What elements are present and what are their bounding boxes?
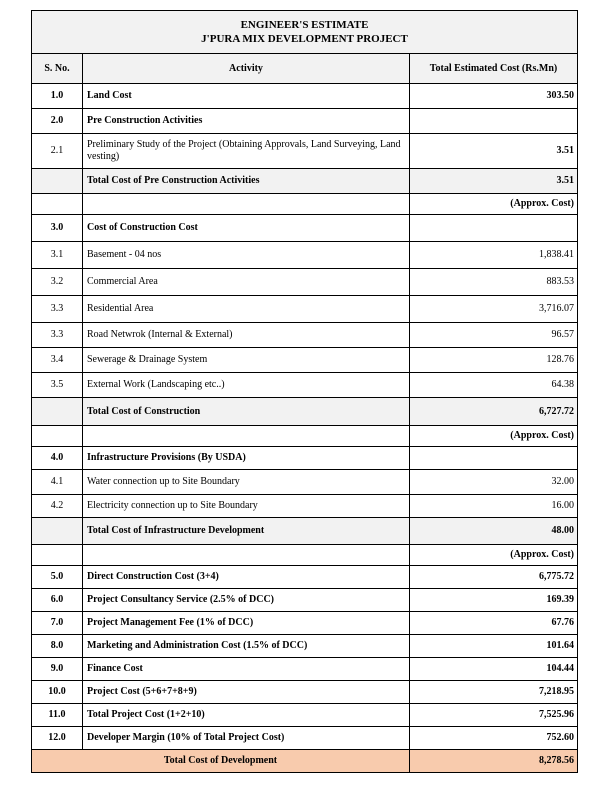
sno-cell [32,398,83,426]
activity-cell: Project Cost (5+6+7+8+9) [83,681,410,704]
sno-cell: 4.0 [32,447,83,470]
activity-cell: Road Netwrok (Internal & External) [83,323,410,348]
sno-cell: 3.3 [32,323,83,348]
table-row [32,169,578,194]
activity-cell: Infrastructure Provisions (By USDA) [83,447,410,470]
total-cost: 8,278.56 [410,750,578,773]
activity-cell: Total Cost of Infrastructure Development [83,518,410,545]
sno-cell: 3.2 [32,269,83,296]
table-row [32,109,578,134]
cost-cell: 752.60 [410,727,578,750]
sno-cell: 3.3 [32,296,83,323]
cost-cell: (Approx. Cost) [410,545,578,566]
sno-cell [32,169,83,194]
sno-cell: 12.0 [32,727,83,750]
activity-cell: Basement - 04 nos [83,242,410,269]
table-row [32,470,578,495]
cost-cell [410,215,578,242]
activity-cell: Developer Margin (10% of Total Project Cost) [83,727,410,750]
activity-cell: Project Consultancy Service (2.5% of DCC) [83,589,410,612]
table-row [32,194,578,215]
cost-cell: 1,838.41 [410,242,578,269]
estimate-table [31,10,578,773]
sno-cell: 10.0 [32,681,83,704]
sno-cell: 3.0 [32,215,83,242]
total-label: Total Cost of Development [32,750,410,773]
activity-cell: Direct Construction Cost (3+4) [83,566,410,589]
cost-cell: 7,218.95 [410,681,578,704]
sno-cell: 3.5 [32,373,83,398]
cost-cell: 16.00 [410,495,578,518]
activity-cell: Water connection up to Site Boundary [83,470,410,495]
cost-cell: 169.39 [410,589,578,612]
cost-cell: 101.64 [410,635,578,658]
sno-cell: 1.0 [32,84,83,109]
activity-cell: Residential Area [83,296,410,323]
sno-cell [32,545,83,566]
sno-cell: 2.0 [32,109,83,134]
table-row [32,635,578,658]
table-row [32,134,578,169]
estimate-sheet [31,10,577,773]
column-header-sno: S. No. [32,54,83,84]
cost-cell: 3,716.07 [410,296,578,323]
activity-cell: Finance Cost [83,658,410,681]
table-row [32,681,578,704]
cost-cell: 128.76 [410,348,578,373]
table-row [32,296,578,323]
column-header-activity: Activity [83,54,410,84]
sno-cell: 2.1 [32,134,83,169]
table-row [32,84,578,109]
activity-cell: Sewerage & Drainage System [83,348,410,373]
table-row [32,323,578,348]
cost-cell: 303.50 [410,84,578,109]
activity-cell [83,545,410,566]
cost-cell: 3.51 [410,134,578,169]
sno-cell [32,426,83,447]
cost-cell: (Approx. Cost) [410,194,578,215]
activity-cell: Commercial Area [83,269,410,296]
table-row [32,704,578,727]
activity-cell [83,426,410,447]
table-row [32,518,578,545]
table-row [32,612,578,635]
cost-cell: 6,775.72 [410,566,578,589]
cost-cell: 67.76 [410,612,578,635]
table-row [32,398,578,426]
activity-cell: External Work (Landscaping etc..) [83,373,410,398]
activity-cell: Pre Construction Activities [83,109,410,134]
cost-cell: 104.44 [410,658,578,681]
cost-cell: 883.53 [410,269,578,296]
table-row [32,215,578,242]
cost-cell: 32.00 [410,470,578,495]
table-row [32,348,578,373]
activity-cell: Cost of Construction Cost [83,215,410,242]
cost-cell: 64.38 [410,373,578,398]
cost-cell: 48.00 [410,518,578,545]
sno-cell: 6.0 [32,589,83,612]
table-row [32,589,578,612]
cost-cell: 7,525.96 [410,704,578,727]
table-row [32,242,578,269]
sno-cell: 7.0 [32,612,83,635]
table-title [32,11,578,54]
activity-cell: Project Management Fee (1% of DCC) [83,612,410,635]
cost-cell: 3.51 [410,169,578,194]
sno-cell [32,194,83,215]
cost-cell: 6,727.72 [410,398,578,426]
table-row [32,373,578,398]
cost-cell: 96.57 [410,323,578,348]
sno-cell: 8.0 [32,635,83,658]
table-row [32,545,578,566]
sno-cell [32,518,83,545]
column-header-cost: Total Estimated Cost (Rs.Mn) [410,54,578,84]
activity-cell: Preliminary Study of the Project (Obtaining Approvals, Land Surveying, Land vesting) [83,134,410,169]
table-row [32,566,578,589]
cost-cell [410,109,578,134]
title-line-2: J'PURA MIX DEVELOPMENT PROJECT [201,33,408,45]
activity-cell [83,194,410,215]
sno-cell: 11.0 [32,704,83,727]
activity-cell: Marketing and Administration Cost (1.5% of DCC) [83,635,410,658]
table-body [32,84,578,750]
activity-cell: Total Project Cost (1+2+10) [83,704,410,727]
title-line-1: ENGINEER'S ESTIMATE [240,19,369,31]
activity-cell: Land Cost [83,84,410,109]
table-row [32,658,578,681]
activity-cell: Total Cost of Construction [83,398,410,426]
table-row [32,447,578,470]
sno-cell: 5.0 [32,566,83,589]
sno-cell: 9.0 [32,658,83,681]
activity-cell: Total Cost of Pre Construction Activities [83,169,410,194]
table-row [32,426,578,447]
table-row [32,495,578,518]
cost-cell: (Approx. Cost) [410,426,578,447]
sno-cell: 3.1 [32,242,83,269]
sno-cell: 4.1 [32,470,83,495]
table-row [32,269,578,296]
sno-cell: 4.2 [32,495,83,518]
total-row [32,750,578,773]
cost-cell [410,447,578,470]
sno-cell: 3.4 [32,348,83,373]
activity-cell: Electricity connection up to Site Boundary [83,495,410,518]
table-row [32,727,578,750]
